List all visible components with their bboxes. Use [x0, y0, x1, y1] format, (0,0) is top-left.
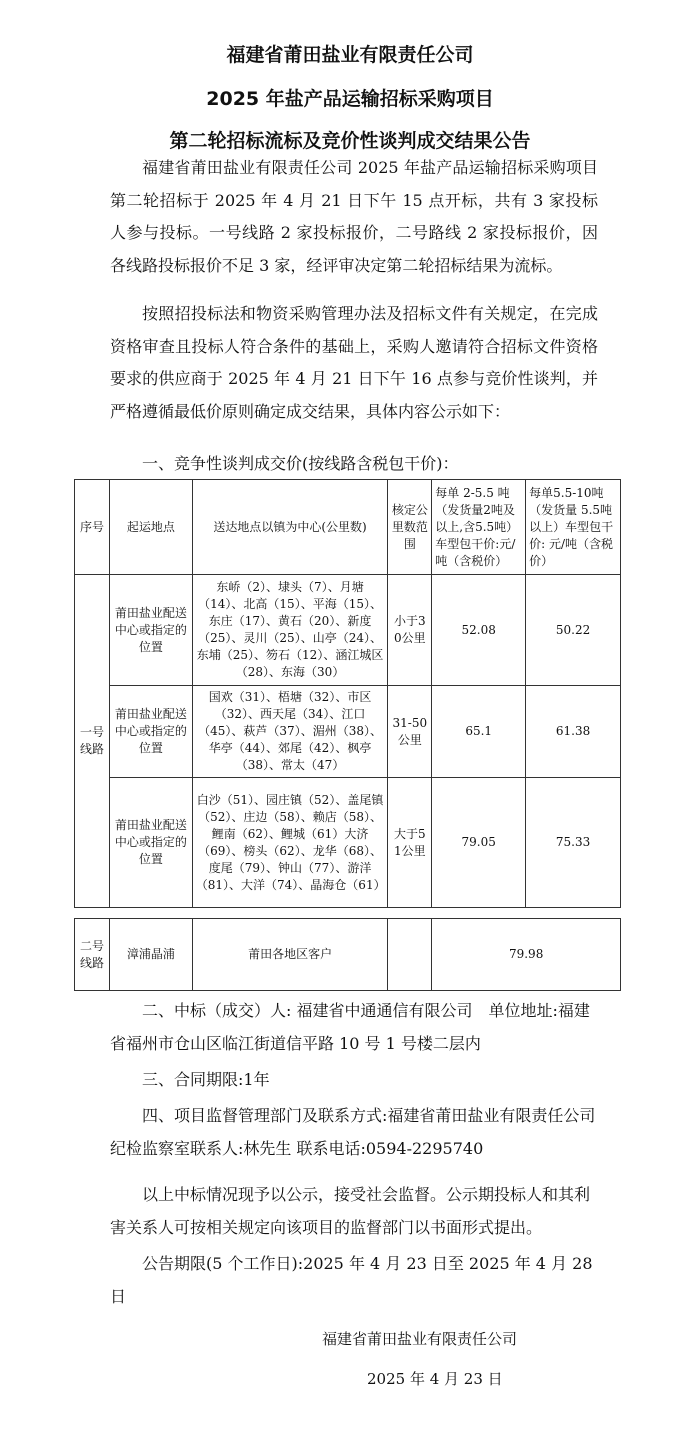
- row-origin: 莆田盐业配送中心或指定的位置: [109, 575, 192, 686]
- row-price-large: 61.38: [526, 686, 621, 778]
- table-header-row: [75, 480, 621, 575]
- price-table-route-2: [74, 918, 621, 991]
- route-2-price: 79.98: [432, 919, 621, 991]
- row-destination: 东峤（2）、埭头（7）、月塘（14）、北高（15）、平海（15）、东庄（17）、黄石（20）、新度（25）、灵川（25）、山亭（24）、东埔（25）、笏石（12）、涵江城区（28）、东海（30）: [192, 575, 388, 686]
- header-range: 核定公里数范围: [388, 480, 432, 575]
- route-2-origin: 漳浦晶浦: [109, 919, 192, 991]
- title-line-3: 第二轮招标流标及竞价性谈判成交结果公告: [169, 130, 531, 152]
- route-1-label: 一号线路: [75, 575, 110, 908]
- route-2-label: 二号线路: [75, 919, 110, 991]
- route-2-range: [388, 919, 432, 991]
- row-price-small: 65.1: [432, 686, 526, 778]
- intro-paragraph-1: 福建省莆田盐业有限责任公司 2025 年盐产品运输招标采购项目第二轮招标于 2025 年 4 月 21 日下午 15 点开标，共有 3 家投标人参与投标。一号线路 2 家投标报价，二号路线 2 家投标报价，因各线路投标报价不足 3 家，经评审决定第二轮招标结果为流标。: [110, 158, 598, 275]
- row-destination: 国欢（31）、梧塘（32）、市区（32）、西天尾（34）、江口（45）、萩芦（37）、湄州（38）、华亭（44）、郊尾（42）、枫亭（38）、常太（47）: [192, 686, 388, 778]
- publicity-notice: 以上中标情况现予以公示，接受社会监督。公示期投标人和其利害关系人可按相关规定向该项目的监督部门以书面形式提出。: [110, 1185, 591, 1237]
- price-table-route-1: [74, 479, 621, 908]
- title-line-1: 福建省莆田盐业有限责任公司: [226, 44, 474, 66]
- header-price-large: 每单5.5-10吨（发货量 5.5吨以上）车型包干价: 元/吨（含税价）: [526, 480, 621, 575]
- intro-paragraph-2: 按照招投标法和物资采购管理办法及招标文件有关规定，在完成资格审查且投标人符合条件的基础上，采购人邀请符合招标文件资格要求的供应商于 2025 年 4 月 21 日下午 16 点参与竞价性谈判，并严格遵循最低价原则确定成交结果，具体内容公示如下：: [110, 304, 598, 421]
- route-2-destination: 莆田各地区客户: [192, 919, 388, 991]
- header-seq: 序号: [75, 480, 110, 575]
- row-price-small: 52.08: [432, 575, 526, 686]
- section-3-contract-period: 三、合同期限:1年: [142, 1070, 270, 1089]
- signature-company: 福建省莆田盐业有限责任公司: [322, 1330, 518, 1348]
- row-destination: 白沙（51）、园庄镇（52）、盖尾镇（52）、庄边（58）、赖店（58）、鲤南（62）、鲤城（61）大济（69）、榜头（62）、龙华（68）、度尾（79）、钟山（77）、游洋（81）、大洋（74）、晶海仓（61）: [192, 778, 388, 908]
- row-range: 小于30公里: [388, 575, 432, 686]
- table-row: [75, 919, 621, 991]
- section-1-heading: 一、竞争性谈判成交价(按线路含税包干价)：: [142, 454, 459, 473]
- title-line-2: 2025 年盐产品运输招标采购项目: [206, 88, 494, 110]
- row-range: 大于51公里: [388, 778, 432, 908]
- row-origin: 莆田盐业配送中心或指定的位置: [109, 778, 192, 908]
- row-origin: 莆田盐业配送中心或指定的位置: [109, 686, 192, 778]
- header-origin: 起运地点: [109, 480, 192, 575]
- header-destination: 送达地点以镇为中心(公里数): [192, 480, 388, 575]
- table-row: [75, 575, 621, 686]
- publicity-period: 公告期限(5 个工作日):2025 年 4 月 23 日至 2025 年 4 月 28 日: [110, 1254, 593, 1306]
- signature-date: 2025 年 4 月 23 日: [367, 1370, 503, 1388]
- header-price-small: 每单 2-5.5 吨（发货量2吨及以上,含5.5吨）车型包干价:元/吨（含税价）: [432, 480, 526, 575]
- row-range: 31-50公里: [388, 686, 432, 778]
- row-price-large: 75.33: [526, 778, 621, 908]
- table-row: [75, 686, 621, 778]
- row-price-large: 50.22: [526, 575, 621, 686]
- section-4-supervision: 四、项目监督管理部门及联系方式:福建省莆田盐业有限责任公司纪检监察室联系人:林先生 联系电话:0594-2295740: [110, 1106, 596, 1158]
- section-2-winner: 二、中标（成交）人: 福建省中通通信有限公司 单位地址:福建省福州市仓山区临江街道信平路 10 号 1 号楼二层内: [110, 1001, 590, 1053]
- row-price-small: 79.05: [432, 778, 526, 908]
- table-row: [75, 778, 621, 908]
